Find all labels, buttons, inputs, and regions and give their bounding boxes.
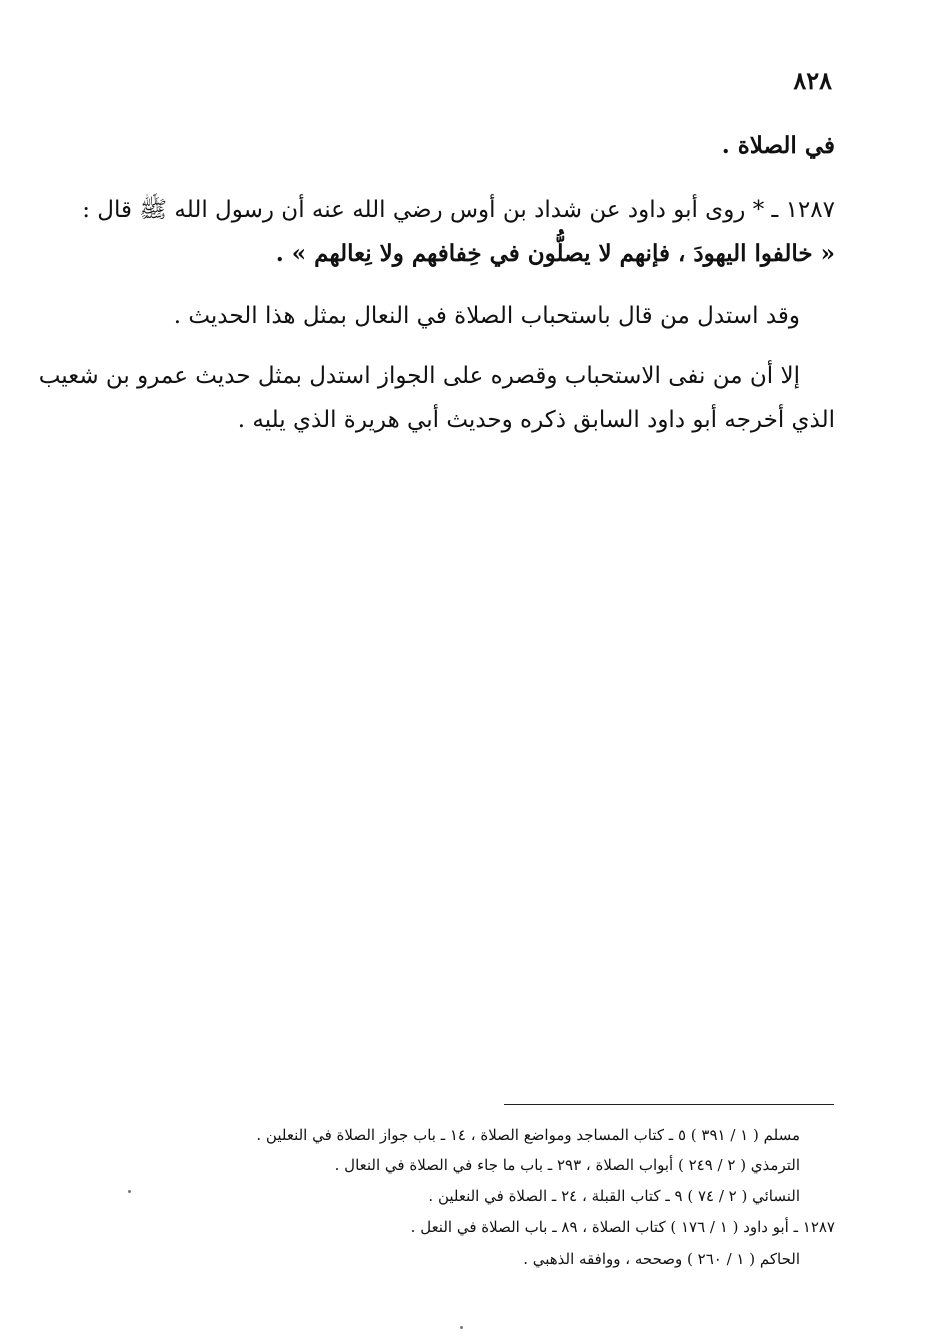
scan-speck	[128, 1190, 131, 1193]
footnote-tirmidhi: الترمذي ( ٢ / ٢٤٩ ) أبواب الصلاة ، ٢٩٣ ـ باب ما جاء في الصلاة في النعال .	[334, 1156, 800, 1174]
footnote-separator	[504, 1104, 834, 1105]
body-line-1: في الصلاة .	[721, 132, 835, 159]
footnote-hakim: الحاكم ( ١ / ٢٦٠ ) وصححه ، ووافقه الذهبي .	[523, 1250, 800, 1268]
body-line-2-hadith-1287: ١٢٨٧ ـ * روى أبو داود عن شداد بن أوس رضي الله عنه أن رسول الله ﷺ قال :	[82, 197, 835, 223]
body-line-4: وقد استدل من قال باستحباب الصلاة في النعال بمثل هذا الحديث .	[173, 303, 800, 329]
footnote-nasai: النسائي ( ٢ / ٧٤ ) ٩ ـ كتاب القبلة ، ٢٤ ـ الصلاة في النعلين .	[428, 1187, 800, 1205]
footnote-muslim: مسلم ( ١ / ٣٩١ ) ٥ ـ كتاب المساجد ومواضع الصلاة ، ١٤ ـ باب جواز الصلاة في النعلين .	[256, 1126, 800, 1144]
body-line-6: الذي أخرجه أبو داود السابق ذكره وحديث أبي هريرة الذي يليه .	[237, 407, 835, 433]
body-line-3-hadith-text: « خالفوا اليهودَ ، فإنهم لا يصلُّون في خِفافهم ولا نِعالهم » .	[275, 240, 835, 267]
scan-speck	[460, 1326, 463, 1329]
page-number: ٨٢٨	[793, 66, 832, 95]
footnote-abu-dawud: ١٢٨٧ ـ أبو داود ( ١ / ١٧٦ ) كتاب الصلاة ، ٨٩ ـ باب الصلاة في النعل .	[410, 1218, 835, 1236]
body-line-5: إلا أن من نفى الاستحباب وقصره على الجواز استدل بمثل حديث عمرو بن شعيب	[38, 363, 800, 389]
